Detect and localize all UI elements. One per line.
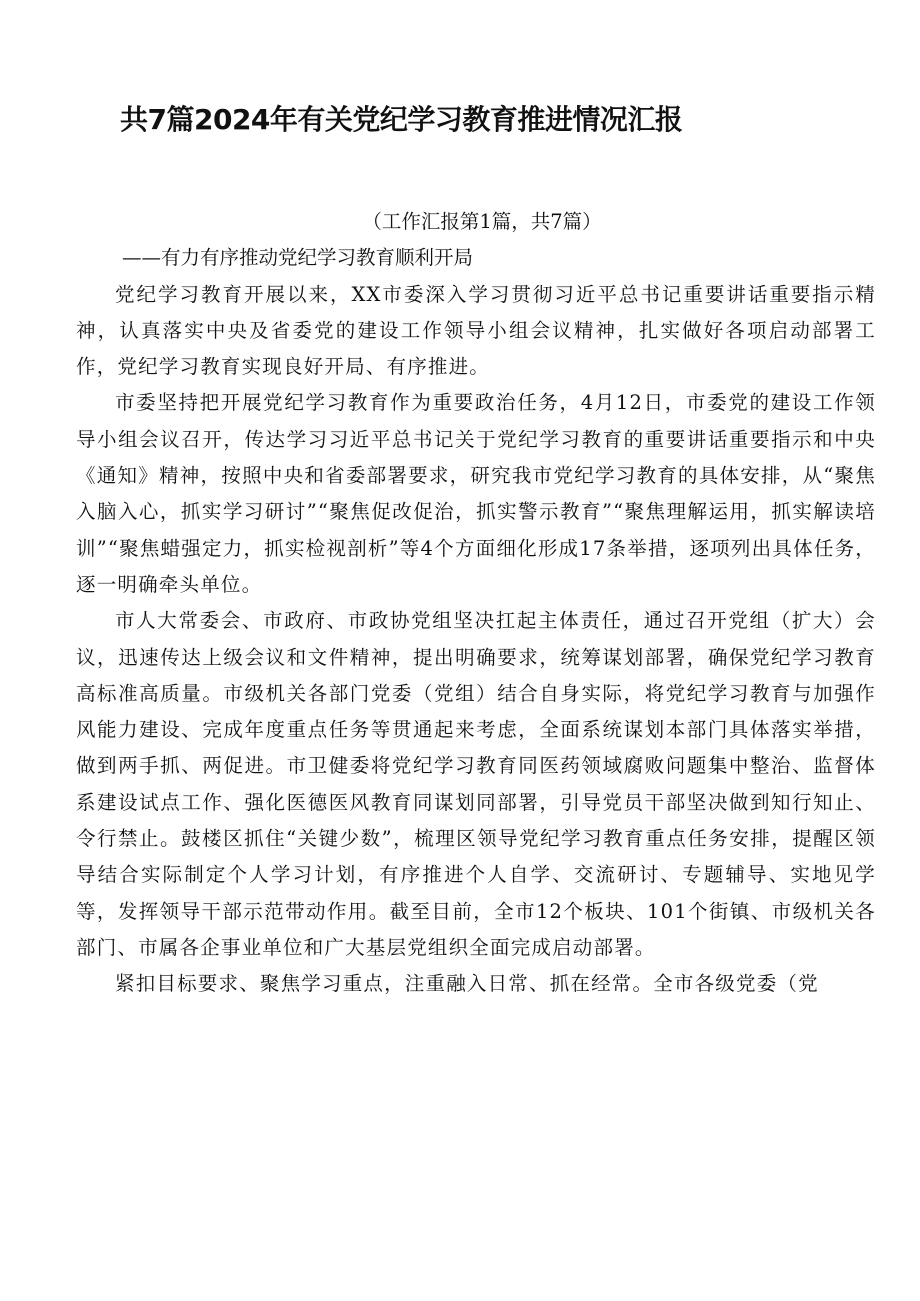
document-title: 共7篇2024年有关党纪学习教育推进情况汇报 — [120, 103, 683, 136]
document-subtitle: （工作汇报第1篇，共7篇） — [362, 210, 602, 233]
document-heading-line: ——有力有序推动党纪学习教育顺利开局 — [122, 246, 474, 270]
paragraph: 市委坚持把开展党纪学习教育作为重要政治任务，4月12日，市委党的建设工作领导小组会议召开，传达学习习近平总书记关于党纪学习教育的重要讲话重要指示和中央《通知》精神，按照中央和省委部署要求，研究我市党纪学习教育的具体安排，从“聚焦入脑入心，抓实学习研讨”“聚焦促改促治，抓实警示教育”“聚焦理解运用，抓实解读培训”“聚焦蜡强定力，抓实检视剖析”等4个方面细化形成17条举措，逐项列出具体任务，逐一明确牵头单位。 — [76, 391, 876, 596]
document-body — [76, 204, 876, 1003]
paragraph: 党纪学习教育开展以来，XX市委深入学习贯彻习近平总书记重要讲话重要指示精神，认真落实中央及省委党的建设工作领导小组会议精神，扎实做好各项启动部署工作，党纪学习教育实现良好开局、有序推进。 — [76, 282, 876, 379]
paragraph: 市人大常委会、市政府、市政协党组坚决扛起主体责任，通过召开党组（扩大）会议，迅速传达上级会议和文件精神，提出明确要求，统筹谋划部署，确保党纪学习教育高标准高质量。市级机关各部门党委（党组）结合自身实际，将党纪学习教育与加强作风能力建设、完成年度重点任务等贯通起来考虑，全面系统谋划本部门具体落实举措，做到两手抓、两促进。市卫健委将党纪学习教育同医药领域腐败问题集中整治、监督体系建设试点工作、强化医德医风教育同谋划同部署，引导党员干部坚决做到知行知止、令行禁止。鼓楼区抓住“关键少数”，梳理区领导党纪学习教育重点任务安排，提醒区领导结合实际制定个人学习计划，有序推进个人自学、交流研讨、专题辅导、实地见学等，发挥领导干部示范带动作用。截至目前，全市12个板块、101个街镇、市级机关各部门、市属各企事业单位和广大基层党组织全面完成启动部署。 — [76, 609, 876, 959]
paragraph: 紧扣目标要求、聚焦学习重点，注重融入日常、抓在经常。全市各级党委（党 — [115, 972, 819, 996]
